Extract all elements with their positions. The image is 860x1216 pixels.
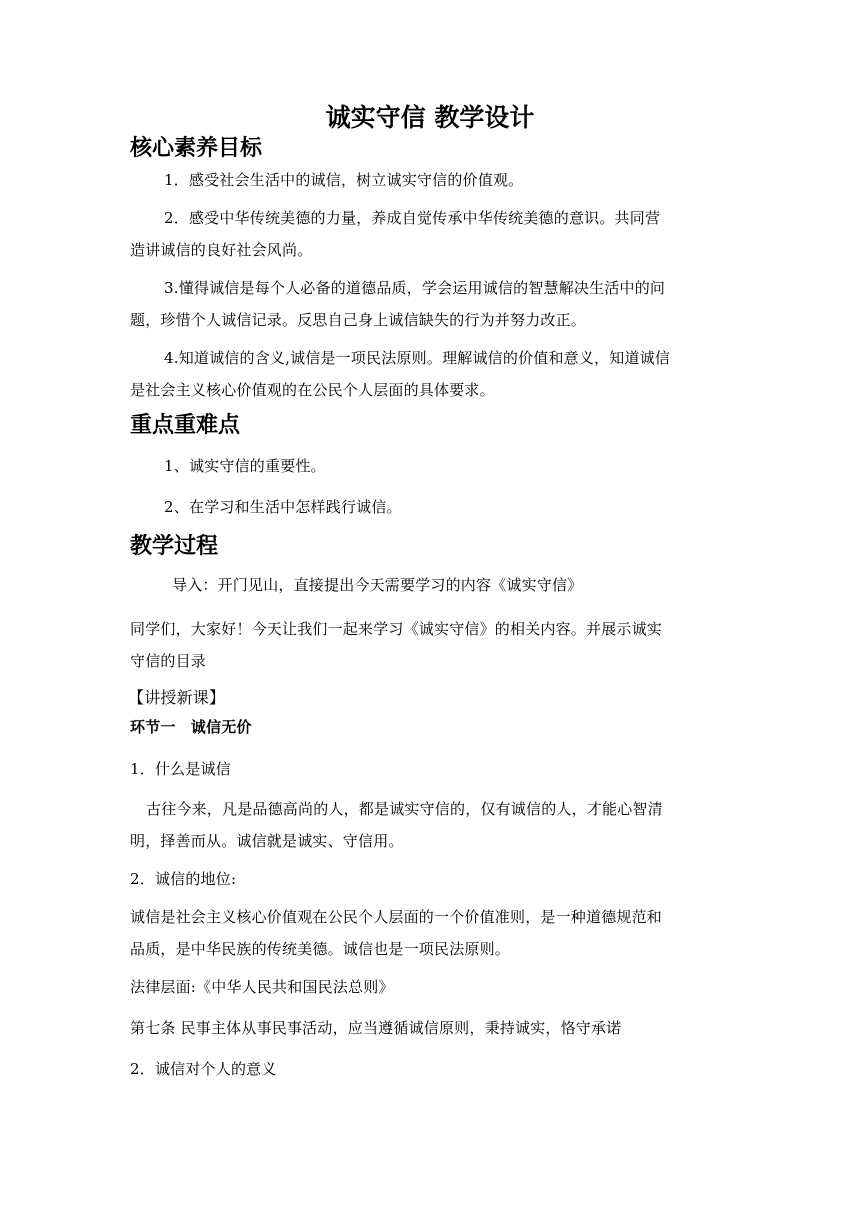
objective-2: 2．感受中华传统美德的力量，养成自觉传承中华传统美德的意识。共同营 造讲诚信的良好社会风尚。 <box>130 209 661 259</box>
heading-process: 教学过程 <box>130 534 219 559</box>
keypoint-2: 2、在学习和生活中怎样践行诚信。 <box>164 498 402 516</box>
intro-text: 导入：开门见山，直接提出今天需要学习的内容《诚实守信》 <box>172 576 583 594</box>
question-2-text: 诚信是社会主义核心价值观在公民个人层面的一个价值准则，是一种道德规范和 品质，是中华民族的传统美德。诚信也是一项民法原则。 <box>130 908 663 958</box>
law-reference: 法律层面:《中华人民共和国民法总则》 <box>130 978 394 996</box>
segment-title: 环节一 诚信无价 <box>130 718 252 736</box>
question-3: 2．诚信对个人的意义 <box>130 1060 277 1078</box>
new-lesson-label: 【讲授新课】 <box>128 688 226 707</box>
heading-keypoints: 重点重难点 <box>130 413 241 438</box>
question-1: 1．什么是诚信 <box>130 760 231 778</box>
heading-objectives: 核心素养目标 <box>130 136 263 161</box>
keypoint-1: 1、诚实守信的重要性。 <box>164 457 326 475</box>
question-2: 2．诚信的地位: <box>130 870 237 888</box>
objective-3: 3.懂得诚信是每个人必备的道德品质，学会运用诚信的智慧解决生活中的问 题，珍惜个人诚信记录。反思自己身上诚信缺失的行为并努力改正。 <box>130 279 666 329</box>
objective-1: 1．感受社会生活中的诚信，树立诚实守信的价值观。 <box>164 171 524 189</box>
document-title: 诚实守信 教学设计 <box>325 103 535 132</box>
question-1-text: 古往今来，凡是品德高尚的人，都是诚实守信的，仅有诚信的人，才能心智清 明，择善而从。诚信就是诚实、守信用。 <box>130 800 663 850</box>
article-7: 第七条 民事主体从事民事活动，应当遵循诚信原则，秉持诚实，恪守承诺 <box>130 1019 622 1037</box>
greeting-text: 同学们，大家好！今天让我们一起来学习《诚实守信》的相关内容。并展示诚实 守信的目录 <box>130 620 663 670</box>
objective-4: 4.知道诚信的含义,诚信是一项民法原则。理解诚信的价值和意义，知道诚信 是社会主义核心价值观的在公民个人层面的具体要求。 <box>130 349 671 399</box>
